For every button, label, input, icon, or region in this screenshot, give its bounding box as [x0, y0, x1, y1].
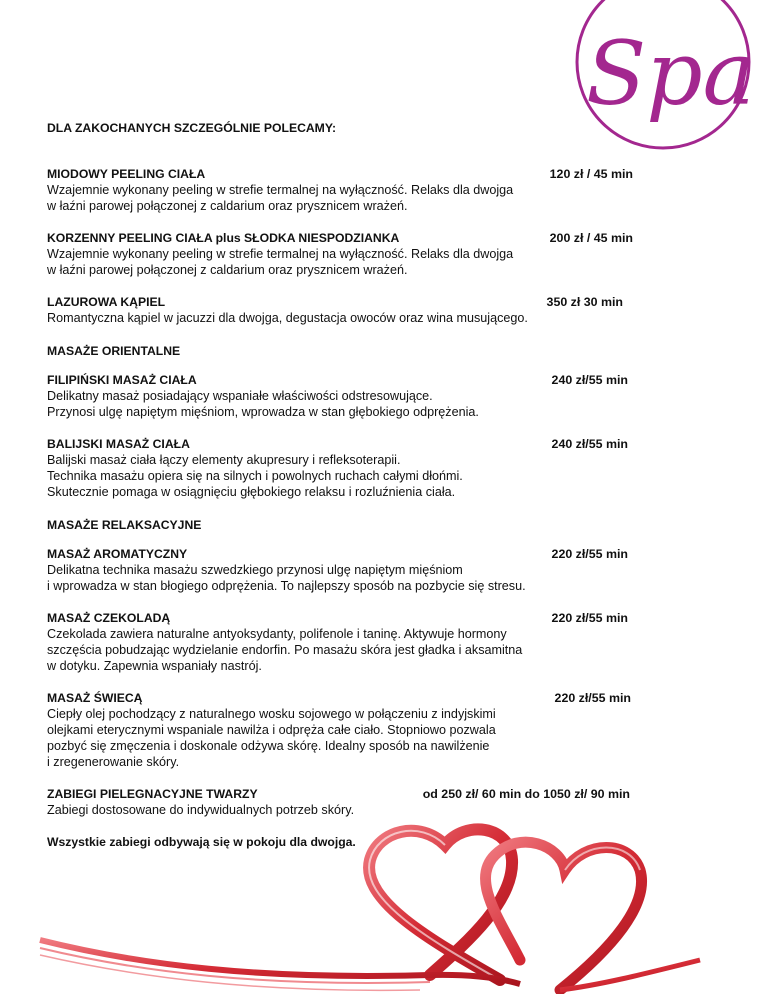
service-price: 220 zł/55 min: [554, 691, 631, 705]
service-description: w łaźni parowej połączonej z caldarium oraz prysznicem wrażeń.: [47, 199, 408, 213]
service-title: BALIJSKI MASAŻ CIAŁA: [47, 437, 190, 451]
section-heading-relax: MASAŻE RELAKSACYJNE: [47, 518, 202, 532]
section-heading-oriental: MASAŻE ORIENTALNE: [47, 344, 181, 358]
service-description: szczęścia pobudzając wydzielanie endorfin. Po masażu skóra jest gładka i aksamitna: [47, 643, 523, 657]
hearts-ribbon-decoration: [0, 790, 768, 994]
service-title: FILIPIŃSKI MASAŻ CIAŁA: [47, 373, 197, 387]
service-description: olejkami eterycznymi wspaniale nawilża i odpręża całe ciało. Stopniowo pozwala: [47, 723, 496, 737]
service-description: Delikatny masaż posiadający wspaniałe właściwości odstresowujące.: [47, 389, 433, 403]
service-description: w dotyku. Zapewnia wspaniały nastrój.: [47, 659, 262, 673]
service-price: 240 zł/55 min: [551, 373, 628, 387]
service-title: MASAŻ AROMATYCZNY: [47, 547, 188, 561]
service-price: 120 zł / 45 min: [549, 167, 633, 181]
service-price: od 250 zł/ 60 min do 1050 zł/ 90 min: [422, 787, 630, 801]
service-title: MASAŻ ŚWIECĄ: [47, 691, 143, 705]
service-description: Ciepły olej pochodzący z naturalnego wosku sojowego w połączeniu z indyjskimi: [47, 707, 496, 721]
service-price: 240 zł/55 min: [551, 437, 628, 451]
service-description: Romantyczna kąpiel w jacuzzi dla dwojga, degustacja owoców oraz wina musującego.: [47, 311, 528, 325]
spa-logo-text: Spa: [586, 22, 756, 125]
service-description: i wprowadza w stan błogiego odprężenia. To najlepszy sposób na pozbycie się stresu.: [47, 579, 526, 593]
service-title: MASAŻ CZEKOLADĄ: [47, 611, 171, 625]
service-title: ZABIEGI PIELEGNACYJNE TWARZY: [47, 787, 258, 801]
service-description: Wzajemnie wykonany peeling w strefie termalnej na wyłączność. Relaks dla dwojga: [47, 247, 514, 261]
service-description: Zabiegi dostosowane do indywidualnych potrzeb skóry.: [47, 803, 355, 817]
service-title: KORZENNY PEELING CIAŁA plus SŁODKA NIESPODZIANKA: [47, 231, 400, 245]
service-price: 350 zł 30 min: [546, 295, 623, 309]
service-description: Delikatna technika masażu szwedzkiego przynosi ulgę napiętym mięśniom: [47, 563, 463, 577]
service-price: 220 zł/55 min: [551, 547, 628, 561]
service-price: 200 zł / 45 min: [549, 231, 633, 245]
service-description: w łaźni parowej połączonej z caldarium oraz prysznicem wrażeń.: [47, 263, 408, 277]
service-title: MIODOWY PEELING CIAŁA: [47, 167, 206, 181]
service-description: Technika masażu opiera się na silnych i powolnych ruchach całymi dłońmi.: [47, 469, 463, 483]
service-description: Balijski masaż ciała łączy elementy akupresury i refleksoterapii.: [47, 453, 401, 467]
intro-heading: DLA ZAKOCHANYCH SZCZEGÓLNIE POLECAMY:: [47, 121, 337, 135]
service-description: pozbyć się zmęczenia i doskonale odżywa skórę. Idealny sposób na nawilżenie: [47, 739, 490, 753]
service-description: Wzajemnie wykonany peeling w strefie termalnej na wyłączność. Relaks dla dwojga: [47, 183, 514, 197]
footer-note: Wszystkie zabiegi odbywają się w pokoju dla dwojga.: [47, 835, 356, 849]
service-description: Przynosi ulgę napiętym mięśniom, wprowadza w stan głębokiego odprężenia.: [47, 405, 479, 419]
service-description: Skutecznie pomaga w osiągnięciu głębokiego relaksu i rozluźnienia ciała.: [47, 485, 456, 499]
service-description: Czekolada zawiera naturalne antyoksydanty, polifenole i taninę. Aktywuje hormony: [47, 627, 507, 641]
service-description: i zregenerowanie skóry.: [47, 755, 180, 769]
service-title: LAZUROWA KĄPIEL: [47, 295, 166, 309]
service-price: 220 zł/55 min: [551, 611, 628, 625]
